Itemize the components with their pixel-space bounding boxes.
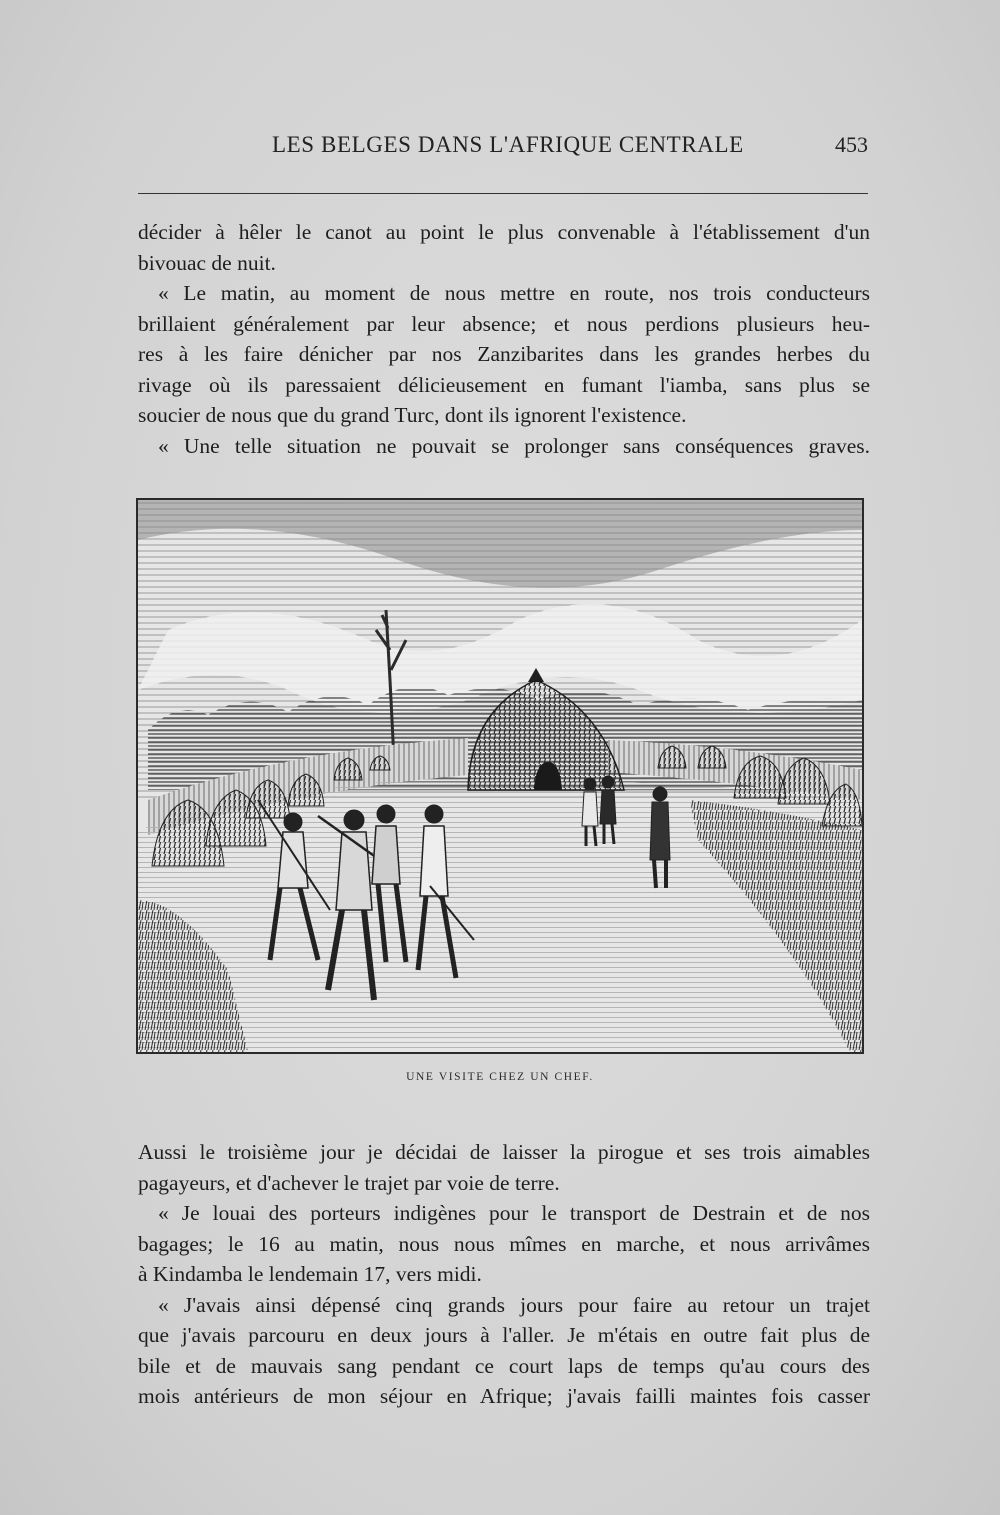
- text-line: soucier de nous que du grand Turc, dont ils ignorent l'existence.: [138, 403, 687, 427]
- text-block-top: [138, 217, 870, 461]
- text-line: bile et de mauvais sang pendant ce court laps de temps qu'au cours des: [138, 1353, 870, 1378]
- text-line: que j'avais parcouru en deux jours à l'aller. Je m'étais en outre fait plus de: [138, 1323, 870, 1347]
- header-rule: [138, 193, 868, 194]
- text-line: Aussi le troisième jour je décidai de laisser la pirogue et ses trois aimables: [138, 1140, 870, 1164]
- text-line: décider à hêler le canot au point le plus convenable à l'établissement d'un: [138, 220, 870, 244]
- text-line: « Le matin, au moment de nous mettre en route, nos trois conducteurs: [158, 281, 870, 305]
- text-line: « Je louai des porteurs indigènes pour le transport de Destrain et de nos: [158, 1201, 870, 1225]
- text-line: bagages; le 16 au matin, nous nous mîmes en marche, et nous arrivâmes: [138, 1231, 870, 1256]
- engraving-svg: [138, 500, 862, 1052]
- page-header: [140, 128, 870, 168]
- text-line: pagayeurs, et d'achever le trajet par voie de terre.: [138, 1170, 560, 1195]
- text-line: brillaient généralement par leur absence; et nous perdions plusieurs heu-: [138, 311, 870, 336]
- page-number: 453: [835, 132, 868, 157]
- text-line: res à les faire dénicher par nos Zanzibarites dans les grandes herbes du: [138, 342, 870, 366]
- running-title: LES BELGES DANS L'AFRIQUE CENTRALE: [272, 132, 744, 157]
- text-line: « Une telle situation ne pouvait se prolonger sans conséquences graves.: [158, 433, 870, 458]
- text-line: bivouac de nuit.: [138, 250, 276, 275]
- text-block-bottom: [138, 1137, 870, 1412]
- text-line: à Kindamba le lendemain 17, vers midi.: [138, 1262, 482, 1286]
- text-line: mois antérieurs de mon séjour en Afrique; j'avais failli maintes fois casser: [138, 1384, 870, 1408]
- text-line: rivage où ils paressaient délicieusement en fumant l'iamba, sans plus se: [138, 372, 870, 397]
- engraving-illustration: [136, 498, 864, 1054]
- figure-caption: UNE VISITE CHEZ UN CHEF.: [406, 1071, 594, 1083]
- text-line: « J'avais ainsi dépensé cinq grands jours pour faire au retour un trajet: [158, 1292, 870, 1317]
